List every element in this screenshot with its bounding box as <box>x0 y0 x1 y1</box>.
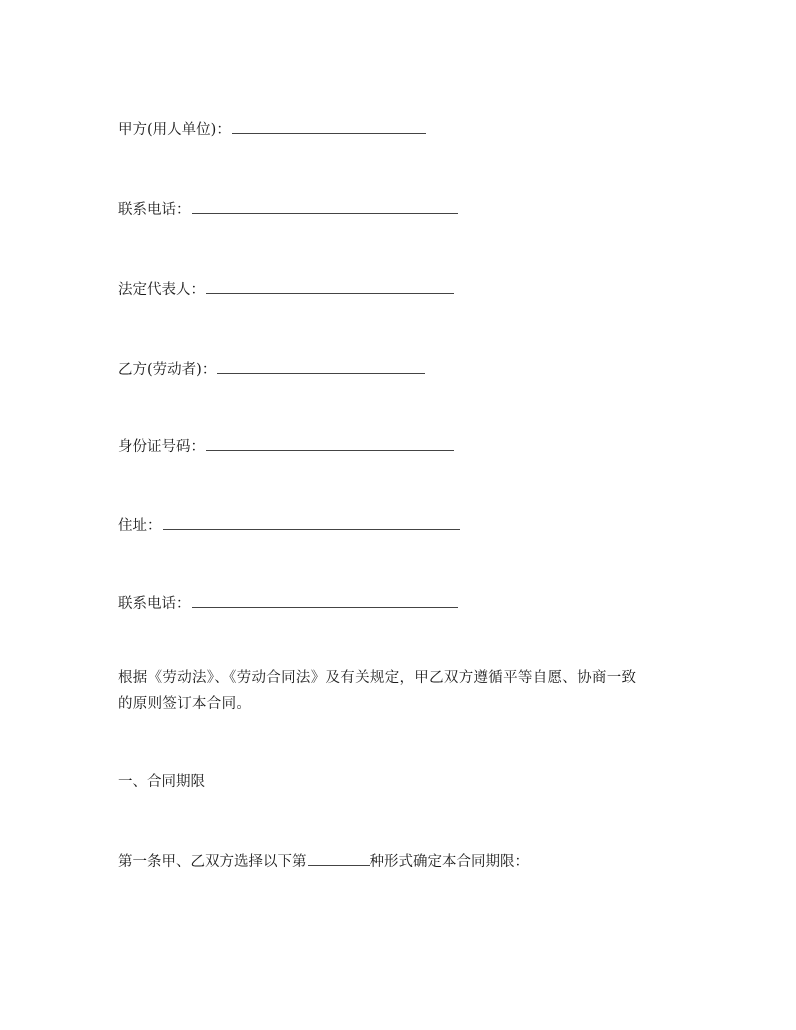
article-1-text-before: 第一条甲、乙双方选择以下第 <box>118 854 307 870</box>
legal-rep-blank[interactable] <box>206 279 454 294</box>
preamble-line-1: 根据《劳动法》、《劳动合同法》及有关规定，甲乙双方遵循平等自愿、协商一致 <box>118 670 637 686</box>
party-b-label: 乙方(劳动者)： <box>118 362 217 378</box>
preamble-line-2: 的原则签订本合同。 <box>118 696 252 712</box>
preamble-paragraph <box>118 665 698 717</box>
id-number-blank[interactable] <box>206 436 454 451</box>
article-1 <box>118 851 529 871</box>
party-a-blank[interactable] <box>232 119 426 134</box>
phone-a-field <box>118 199 458 219</box>
address-label: 住址： <box>118 518 162 534</box>
id-number-label: 身份证号码： <box>118 439 205 455</box>
article-1-text-after: 种形式确定本合同期限： <box>369 854 529 870</box>
section-heading: 一、合同期限 <box>118 774 205 790</box>
phone-a-label: 联系电话： <box>118 202 191 218</box>
party-b-blank[interactable] <box>217 359 425 374</box>
address-field <box>118 515 460 535</box>
legal-rep-label: 法定代表人： <box>118 282 205 298</box>
address-blank[interactable] <box>163 515 460 530</box>
article-1-blank[interactable] <box>308 851 370 866</box>
party-a-label: 甲方(用人单位)： <box>118 122 231 138</box>
phone-b-field <box>118 593 458 613</box>
phone-a-blank[interactable] <box>192 199 458 214</box>
party-b-field <box>118 359 425 379</box>
id-number-field <box>118 436 454 456</box>
party-a-field <box>118 119 426 139</box>
phone-b-label: 联系电话： <box>118 596 191 612</box>
legal-rep-field <box>118 279 454 299</box>
phone-b-blank[interactable] <box>192 593 458 608</box>
